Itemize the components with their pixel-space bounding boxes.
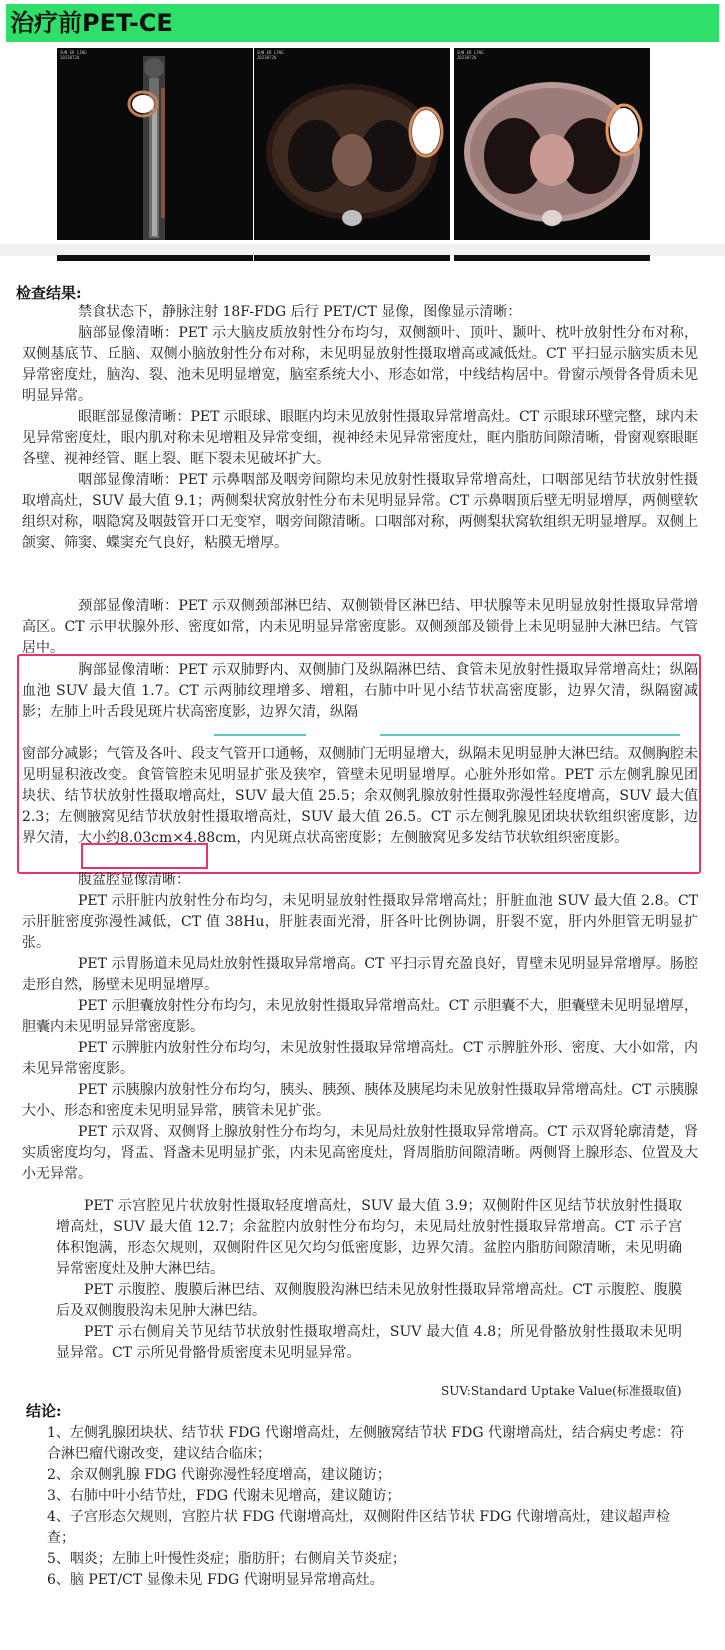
conclusion-item: 2、余双侧乳腺 FDG 代谢弥漫性轻度增高，建议随访； <box>47 1467 391 1483</box>
sagittal-body-graphic <box>57 48 253 240</box>
results-paragraph-abdomen-title: 腹盆腔显像清晰： <box>78 872 190 888</box>
results-paragraph-neck: 颈部显像清晰：PET 示双侧颈部淋巴结、双侧锁骨区淋巴结、甲状腺等未见明显放射性摄取异常增高区。CT 示甲状腺外形、密度如常，内未见明显异常密度影。双侧颈部及锁骨上未见明显肿大淋巴结。气管居中。 <box>22 598 698 656</box>
conclusion-item: 3、右肺中叶小结节灶，FDG 代谢未见增高，建议随访； <box>47 1488 401 1504</box>
results-paragraph: 禁食状态下，静脉注射 18F-FDG 后行 PET/CT 显像，图像显示清晰： <box>78 304 522 320</box>
scan-label: SUN ER LING 20230728 <box>257 50 284 60</box>
results-paragraph-pelvis: PET 示宫腔见片状放射性摄取轻度增高灶，SUV 最大值 3.9；双侧附件区见结节状放射性摄取增高灶，SUV 最大值 12.7；余盆腔内放射性分布均匀，未见局灶放射性摄取异常增高。CT 示子宫体积饱满，形态欠规则，双侧附件区见欠均匀低密度影，边界欠清。盆腔内脂肪间隙清晰，未见明确异常密度灶及肿大淋巴结。 <box>56 1198 682 1277</box>
divider-line <box>214 734 306 736</box>
conclusion-title: 结论: <box>26 1402 62 1420</box>
results-paragraph-liver: PET 示肝脏内放射性分布均匀，未见明显放射性摄取异常增高灶；肝脏血池 SUV 最大值 2.8。CT 示肝脏密度弥漫性减低，CT 值 38Hu，肝脏表面光滑，肝各叶比例协调，肝裂不宽，肝内外胆管无明显扩张。 <box>22 893 698 951</box>
scan-image-axial-ct <box>254 48 450 240</box>
scan-image-axial-fusion <box>454 48 650 240</box>
results-paragraph-gallbladder: PET 示胆囊放射性分布均匀，未见放射性摄取异常增高灶。CT 示胆囊不大，胆囊壁未见明显增厚，胆囊内未见明显异常密度影。 <box>22 998 698 1035</box>
axial-ct-graphic <box>254 48 450 240</box>
divider-line <box>380 734 680 736</box>
results-paragraph-chest-cont: 窗部分减影；气管及各叶、段支气管开口通畅，双侧肺门无明显增大，纵隔未见明显肿大淋巴结。双侧胸腔未见明显积液改变。食管管腔未见明显扩张及狭窄，管壁未见明显增厚。心脏外形如常。PET 示左侧乳腺见团块状、结节状放射性摄取增高灶，SUV 最大值 25.5；余双侧乳腺放射性摄取弥漫性轻度增高，SUV 最大值 2.3；左侧腋窝见结节状放射性摄取增高灶，SUV 最大值 26.5。CT 示左侧乳腺见团块状软组织密度影，边界欠清，大小约8.03cm×4.88cm，内见斑点状高密度影；左侧腋窝见多发结节状软组织密度影。 <box>22 746 698 846</box>
scan-label: SUN ER LING 20230728 <box>60 50 87 60</box>
results-paragraph-lymph: PET 示腹腔、腹膜后淋巴结、双侧腹股沟淋巴结未见放射性摄取异常增高灶。CT 示腹腔、腹膜后及双侧腹股沟未见肿大淋巴结。 <box>56 1282 682 1319</box>
conclusion-item: 6、脑 PET/CT 显像未见 FDG 代谢明显异常增高灶。 <box>47 1572 384 1588</box>
highlight-box-size <box>81 843 208 869</box>
scan-label: SUN ER LING 20230728 <box>457 50 484 60</box>
results-paragraph-bone: PET 示右侧肩关节见结节状放射性摄取增高灶，SUV 最大值 4.8；所见骨骼放射性摄取未见明显异常。CT 示所见骨骼骨质密度未见明显异常。 <box>56 1324 682 1361</box>
suv-footnote: SUV:Standard Uptake Value(标准摄取值) <box>441 1384 682 1398</box>
axial-fusion-graphic <box>454 48 650 240</box>
conclusion-item: 1、左侧乳腺团块状、结节状 FDG 代谢增高灶，左侧腋窝结节状 FDG 代谢增高灶，结合病史考虑：符合淋巴瘤代谢改变，建议结合临床； <box>47 1425 684 1462</box>
results-title: 检查结果: <box>16 284 82 302</box>
results-paragraph-pancreas: PET 示胰腺内放射性分布均匀，胰头、胰颈、胰体及胰尾均未见放射性摄取异常增高灶。CT 示胰腺大小、形态和密度未见明显异常，胰管未见扩张。 <box>22 1082 698 1119</box>
conclusion-item: 5、咽炎；左肺上叶慢性炎症；脂肪肝；右侧肩关节炎症； <box>47 1551 406 1567</box>
results-paragraph-chest: 胸部显像清晰：PET 示双肺野内、双侧肺门及纵隔淋巴结、食管未见放射性摄取异常增高灶；纵隔血池 SUV 最大值 1.7。CT 示两肺纹理增多、增粗，右肺中叶见小结节状高密度影，边界欠清，纵隔窗减影；左肺上叶舌段见斑片状高密度影，边界欠清，纵隔 <box>22 662 698 720</box>
results-paragraph-gi: PET 示胃肠道未见局灶放射性摄取异常增高。CT 平扫示胃充盈良好，胃壁未见明显异常增厚。肠腔走形自然，肠壁未见明显增厚。 <box>22 956 698 993</box>
page-title: 治疗前PET-CE <box>10 9 173 37</box>
scan-image-sagittal <box>57 48 253 240</box>
results-paragraph-orbit: 眼眶部显像清晰：PET 示眼球、眼眶内均未见放射性摄取异常增高灶。CT 示眼球环壁完整，球内未见异常密度灶，眼内肌对称未见增粗及异常变细，视神经未见异常密度灶，眶内脂肪间隙清晰，骨窗观察眼眶各壁、视神经管、眶上裂、眶下裂未见破坏扩大。 <box>22 409 698 467</box>
tumor-size: 8.03cm×4.88cm <box>120 830 237 846</box>
scan-strip <box>454 255 650 261</box>
results-paragraph-brain: 脑部显像清晰：PET 示大脑皮质放射性分布均匀，双侧额叶、顶叶、颞叶、枕叶放射性分布对称，双侧基底节、丘脑、双侧小脑放射性分布对称，未见明显放射性摄取增高或减低灶。CT 平扫显示脑实质未见异常密度灶，脑沟、裂、池未见明显增宽，脑室系统大小、形态如常，中线结构居中。骨窗示颅骨各骨质未见明显异常。 <box>22 325 698 404</box>
scan-strip <box>254 255 450 261</box>
results-paragraph-pharynx: 咽部显像清晰：PET 示鼻咽部及咽旁间隙均未见放射性摄取异常增高灶，口咽部见结节状放射性摄取增高灶，SUV 最大值 9.1；两侧梨状窝放射性分布未见明显异常。CT 示鼻咽顶后壁无明显增厚，两侧壁软组织对称，咽隐窝及咽鼓管开口无变窄，咽旁间隙清晰。口咽部对称，两侧梨状窝软组织无明显增厚。双侧上颌窦、筛窦、蝶窦充气良好，粘膜无增厚。 <box>22 472 698 551</box>
results-paragraph-spleen: PET 示脾脏内放射性分布均匀，未见放射性摄取异常增高灶。CT 示脾脏外形、密度、大小如常，内未见异常密度影。 <box>22 1040 698 1077</box>
scan-strip <box>57 255 253 261</box>
title-banner <box>6 4 719 42</box>
conclusion-item: 4、子宫形态欠规则，宫腔片状 FDG 代谢增高灶，双侧附件区结节状 FDG 代谢增高灶，建议超声检查； <box>47 1509 670 1546</box>
results-paragraph-kidney: PET 示双肾、双侧肾上腺放射性分布均匀，未见局灶放射性摄取异常增高。CT 示双肾轮廓清楚，肾实质密度均匀，肾盂、肾盏未见明显扩张，内未见高密度灶，肾周脂肪间隙清晰。两侧肾上腺形态、位置及大小无异常。 <box>22 1124 698 1182</box>
